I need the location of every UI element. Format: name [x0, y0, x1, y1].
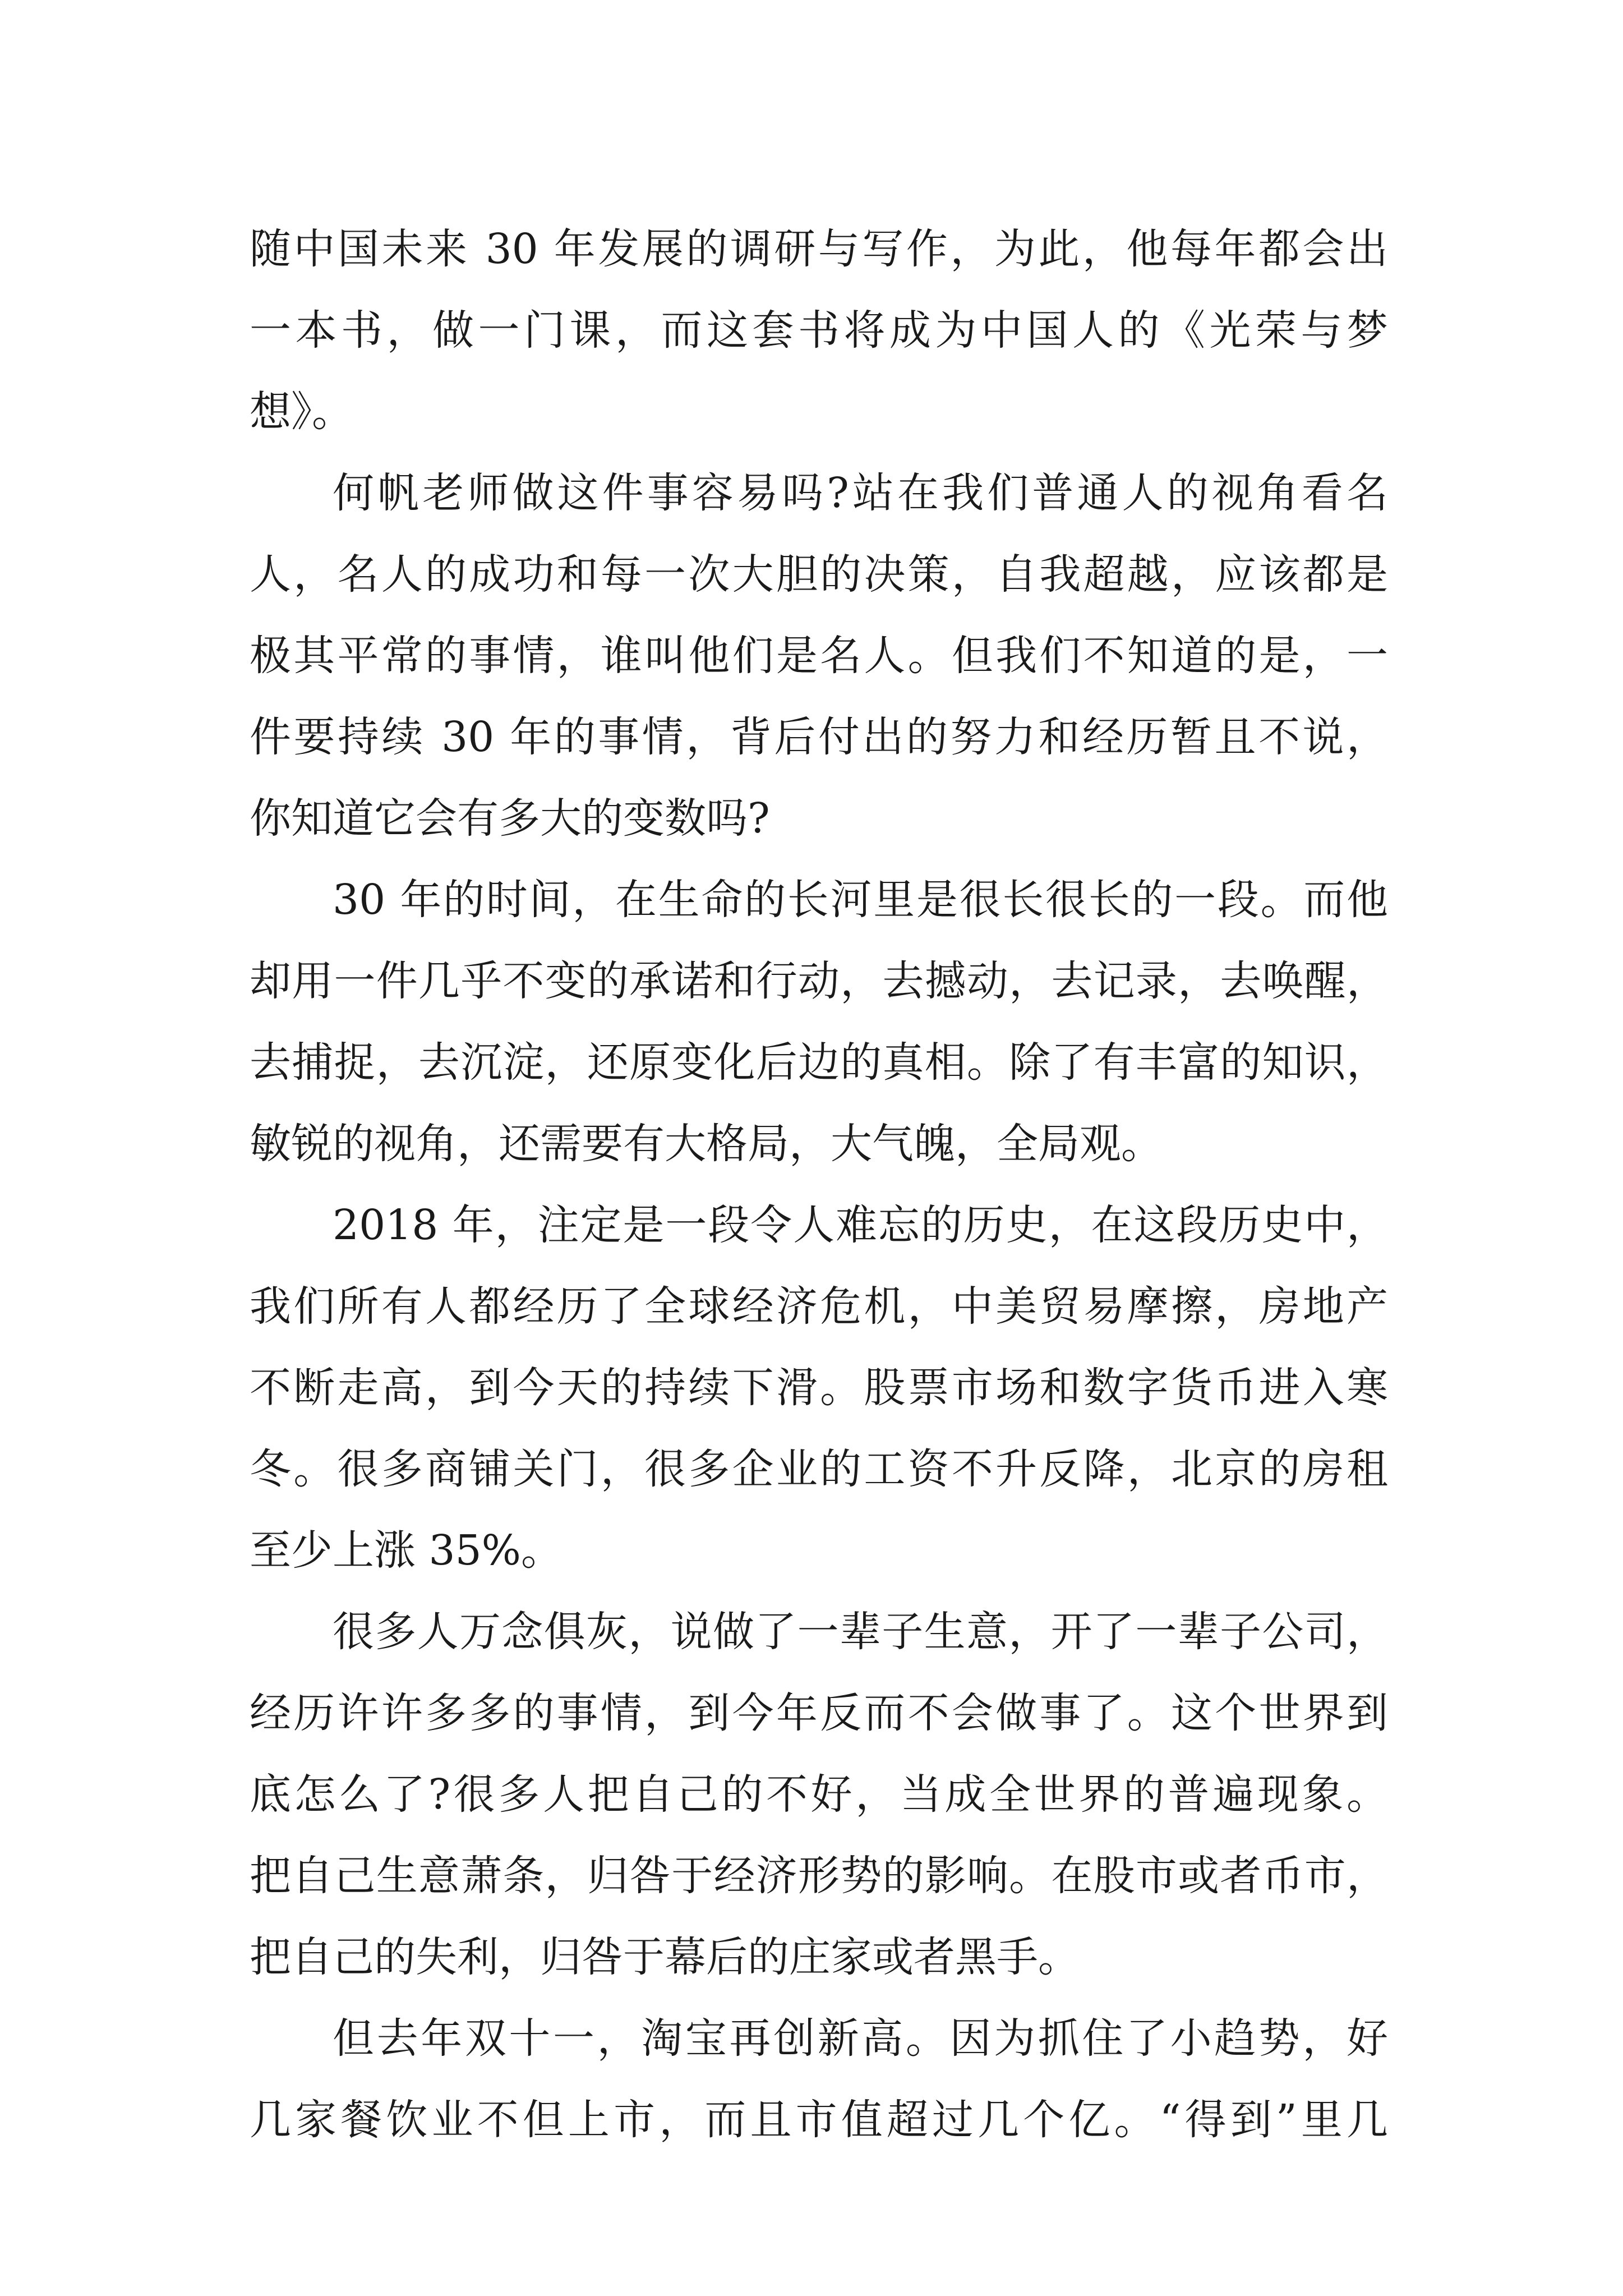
text-line: 想》。 [250, 388, 353, 436]
text-line: 底怎么了?很多人把自己的不好，当成全世界的普遍现象。 [250, 1770, 1388, 1819]
text-line: 30 年的时间，在生命的长河里是很长很长的一段。而他 [333, 876, 1388, 924]
text-line: 却用一件几乎不变的承诺和行动，去撼动，去记录，去唤醒， [250, 957, 1388, 1005]
text-line: 经历许许多多的事情，到今年反而不会做事了。这个世界到 [250, 1689, 1388, 1737]
text-line: 但去年双十一，淘宝再创新高。因为抓住了小趋势，好 [333, 2014, 1388, 2063]
text-line: 人，名人的成功和每一次大胆的决策，自我超越，应该都是 [250, 550, 1388, 599]
text-line: 去捕捉，去沉淀，还原变化后边的真相。除了有丰富的知识， [250, 1038, 1388, 1087]
text-line: 件要持续 30 年的事情，背后付出的努力和经历暂且不说， [250, 713, 1388, 761]
text-line: 极其平常的事情，谁叫他们是名人。但我们不知道的是，一 [250, 632, 1388, 680]
text-line: 把自己生意萧条，归咎于经济形势的影响。在股市或者币市， [250, 1852, 1388, 1900]
text-line: 几家餐饮业不但上市，而且市值超过几个亿。“得到”里几 [250, 2096, 1388, 2144]
text-line: 敏锐的视角，还需要有大格局，大气魄，全局观。 [250, 1120, 1163, 1168]
text-line: 随中国未来 30 年发展的调研与写作，为此，他每年都会出 [250, 225, 1388, 273]
text-line: 不断走高，到今天的持续下滑。股票市场和数字货币进入寒 [250, 1364, 1388, 1412]
text-line: 一本书，做一门课，而这套书将成为中国人的《光荣与梦 [250, 306, 1388, 355]
text-line: 何帆老师做这件事容易吗?站在我们普通人的视角看名 [333, 469, 1388, 517]
text-line: 2018 年，注定是一段令人难忘的历史，在这段历史中， [333, 1201, 1388, 1249]
text-line: 我们所有人都经历了全球经济危机，中美贸易摩擦，房地产 [250, 1282, 1388, 1331]
text-line: 你知道它会有多大的变数吗? [250, 794, 770, 843]
text-line: 很多人万念俱灰，说做了一辈子生意，开了一辈子公司， [333, 1608, 1388, 1656]
text-line: 至少上涨 35%。 [250, 1526, 562, 1575]
text-line: 冬。很多商铺关门，很多企业的工资不升反降，北京的房租 [250, 1445, 1388, 1493]
body-text [250, 209, 1388, 2161]
text-line: 把自己的失利，归咎于幕后的庄家或者黑手。 [250, 1933, 1080, 1981]
